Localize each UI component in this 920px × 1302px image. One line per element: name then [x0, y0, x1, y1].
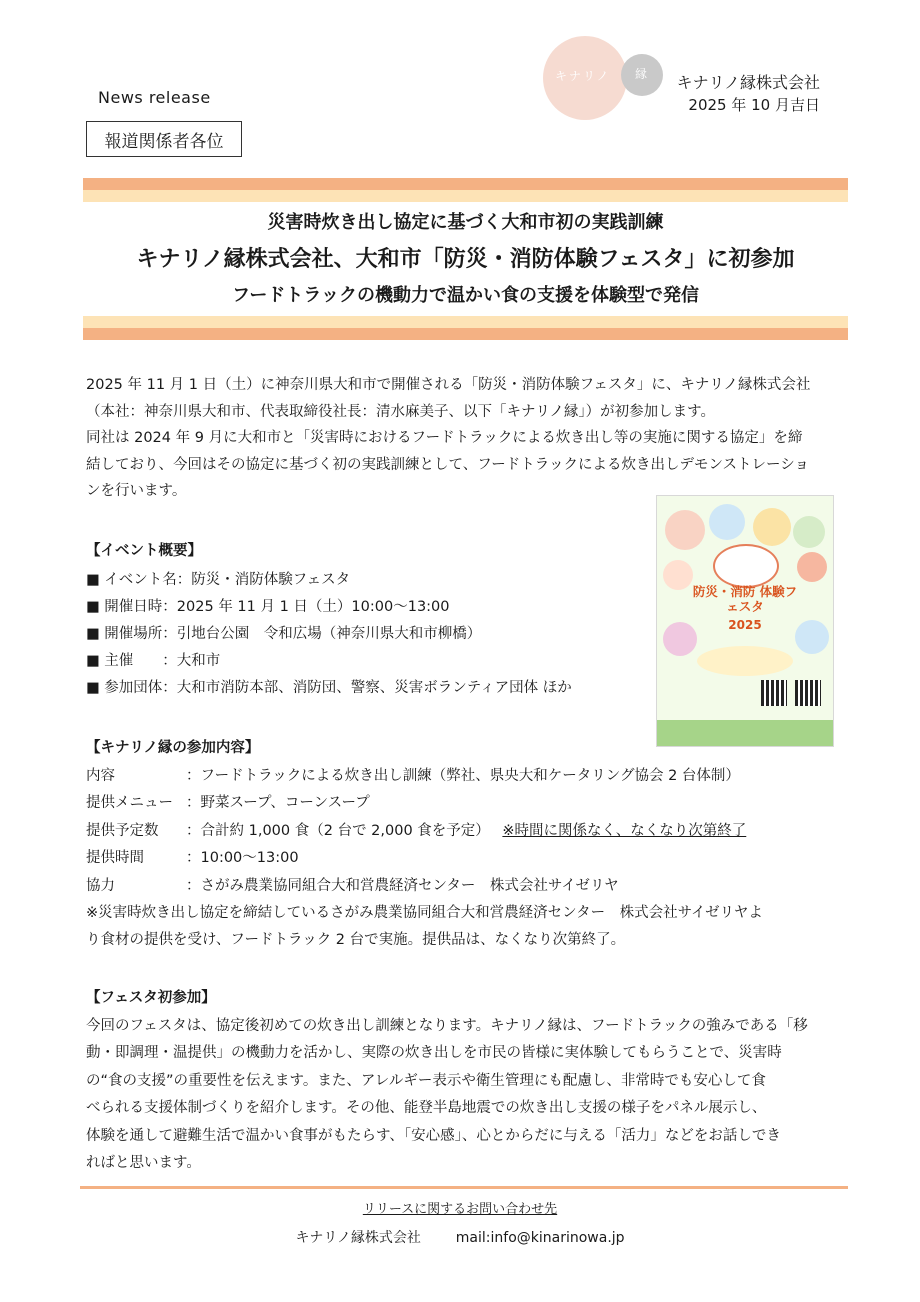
qr-code-icon: [795, 680, 821, 706]
end-note: ※時間に関係なく、なくなり次第終了: [502, 822, 747, 839]
festa-line: 今回のフェスタは、協定後初めての炊き出し訓練となります。キナリノ縁は、フードトラックの強みである「移: [86, 1017, 808, 1034]
event-poster-image: [656, 495, 834, 747]
festa-heading: 【フェスタ初参加】: [86, 990, 216, 1006]
intro-line: ンを行います。: [86, 483, 187, 499]
participation-heading: 【キナリノ縁の参加内容】: [86, 740, 260, 756]
contact-email[interactable]: mail:info@kinarinowa.jp: [455, 1230, 625, 1246]
row-value: [186, 818, 838, 846]
addressee-box: [86, 121, 242, 157]
contact-company: キナリノ縁株式会社: [295, 1230, 421, 1246]
logo-text: キナリノ: [555, 69, 611, 83]
event-overview: [86, 538, 646, 702]
festa-line: の“食の支援”の重要性を伝えます。また、アレルギー表示や衛生管理にも配慮し、非常時でも安心して食: [86, 1072, 766, 1089]
title-block: [83, 208, 848, 307]
event-item: ■ 主催 ：大和市: [86, 652, 221, 669]
intro-line: 同社は 2024 年 9 月に大和市と「災害時におけるフードトラックによる炊き出し等の実施に関する協定」を締: [86, 430, 803, 446]
event-item: ■ 開催日時：2025 年 11 月 1 日（土）10:00～13:00: [86, 598, 450, 615]
intro-line: 2025 年 11 月 1 日（土）に神奈川県大和市で開催される「防災・消防体験フェスタ」に、キナリノ縁株式会社: [86, 377, 811, 393]
participation-note: り食材の提供を受け、フードトラック 2 台で実施。提供品は、なくなり次第終了。: [86, 932, 626, 948]
release-date: 2025 年 10 月吉日: [688, 96, 820, 114]
festa-section: [86, 985, 838, 1178]
logo-circle-text: 縁: [635, 67, 648, 81]
row-value-text: ：合計約 1,000 食（2 台で 2,000 食を予定）: [186, 822, 490, 839]
event-item: ■ 開催場所：引地台公園 令和広場（神奈川県大和市柳橋）: [86, 625, 482, 642]
row-label: 協力: [86, 877, 115, 894]
title-tagline: フードトラックの機動力で温かい食の支援を体験型で発信: [231, 285, 700, 306]
row-label: 内容: [86, 767, 115, 784]
title-band-bottom: [83, 316, 848, 340]
intro-line: （本社：神奈川県大和市、代表取締役社長：清水麻美子、以下「キナリノ縁」）が初参加します。: [86, 403, 716, 420]
event-item: ■ イベント名：防災・消防体験フェスタ: [86, 571, 351, 588]
intro-line: 結しており、今回はその協定に基づく初の実践訓練として、フードトラックによる炊き出しデモンストレーショ: [86, 456, 809, 473]
festa-line: 体験を通して避難生活で温かい食事がもたらす、「安心感」、心とからだに与える「活力」などをお話しでき: [86, 1127, 781, 1144]
title-subheading: 災害時炊き出し協定に基づく大和市初の実践訓練: [267, 212, 664, 233]
row-value: ：10:00～13:00: [186, 850, 299, 866]
title-band-top: [83, 178, 848, 202]
contact-heading: リリースに関するお問い合わせ先: [362, 1202, 558, 1217]
company-name: キナリノ縁株式会社: [676, 73, 820, 92]
festa-line: 動・即調理・温提供」の機動力を活かし、実際の炊き出しを市民の皆様に実体験してもらうことで、災害時: [86, 1045, 782, 1061]
addressee-text: 報道関係者各位: [104, 131, 224, 152]
poster-title: 防災・消防 体験フェスタ: [692, 584, 798, 614]
poster-year: 2025: [728, 618, 762, 632]
participation-section: [86, 735, 838, 954]
page-title: キナリノ縁株式会社、大和市「防災・消防体験フェスタ」に初参加: [136, 247, 795, 272]
festa-line: ればと思います。: [86, 1155, 201, 1171]
row-value: ：野菜スープ、コーンスープ: [186, 795, 370, 811]
row-value: ：さがみ農業協同組合大和営農経済センター 株式会社サイゼリヤ: [186, 877, 619, 894]
intro-paragraph: [86, 372, 838, 505]
event-item: ■ 参加団体：大和市消防本部、消防団、警察、災害ボランティア団体 ほか: [86, 679, 572, 696]
festa-line: べられる支援体制づくりを紹介します。その他、能登半島地震での炊き出し支援の様子をパネル展示し、: [86, 1100, 767, 1116]
row-label: 提供メニュー: [86, 795, 173, 811]
row-value: ：フードトラックによる炊き出し訓練（弊社、県央大和ケータリング協会 2 台体制）: [186, 767, 740, 784]
company-logo: [543, 36, 673, 116]
row-label: 提供時間: [86, 850, 144, 866]
row-label: 提供予定数: [86, 822, 159, 839]
qr-code-icon: [761, 680, 787, 706]
contact-line: [0, 1227, 920, 1247]
news-release-label: News release: [98, 88, 211, 107]
footer-divider: [80, 1186, 848, 1189]
event-heading: 【イベント概要】: [86, 543, 202, 559]
participation-note: ※災害時炊き出し協定を締結しているさがみ農業協同組合大和営農経済センター 株式会社サイゼリヤよ: [86, 905, 763, 921]
